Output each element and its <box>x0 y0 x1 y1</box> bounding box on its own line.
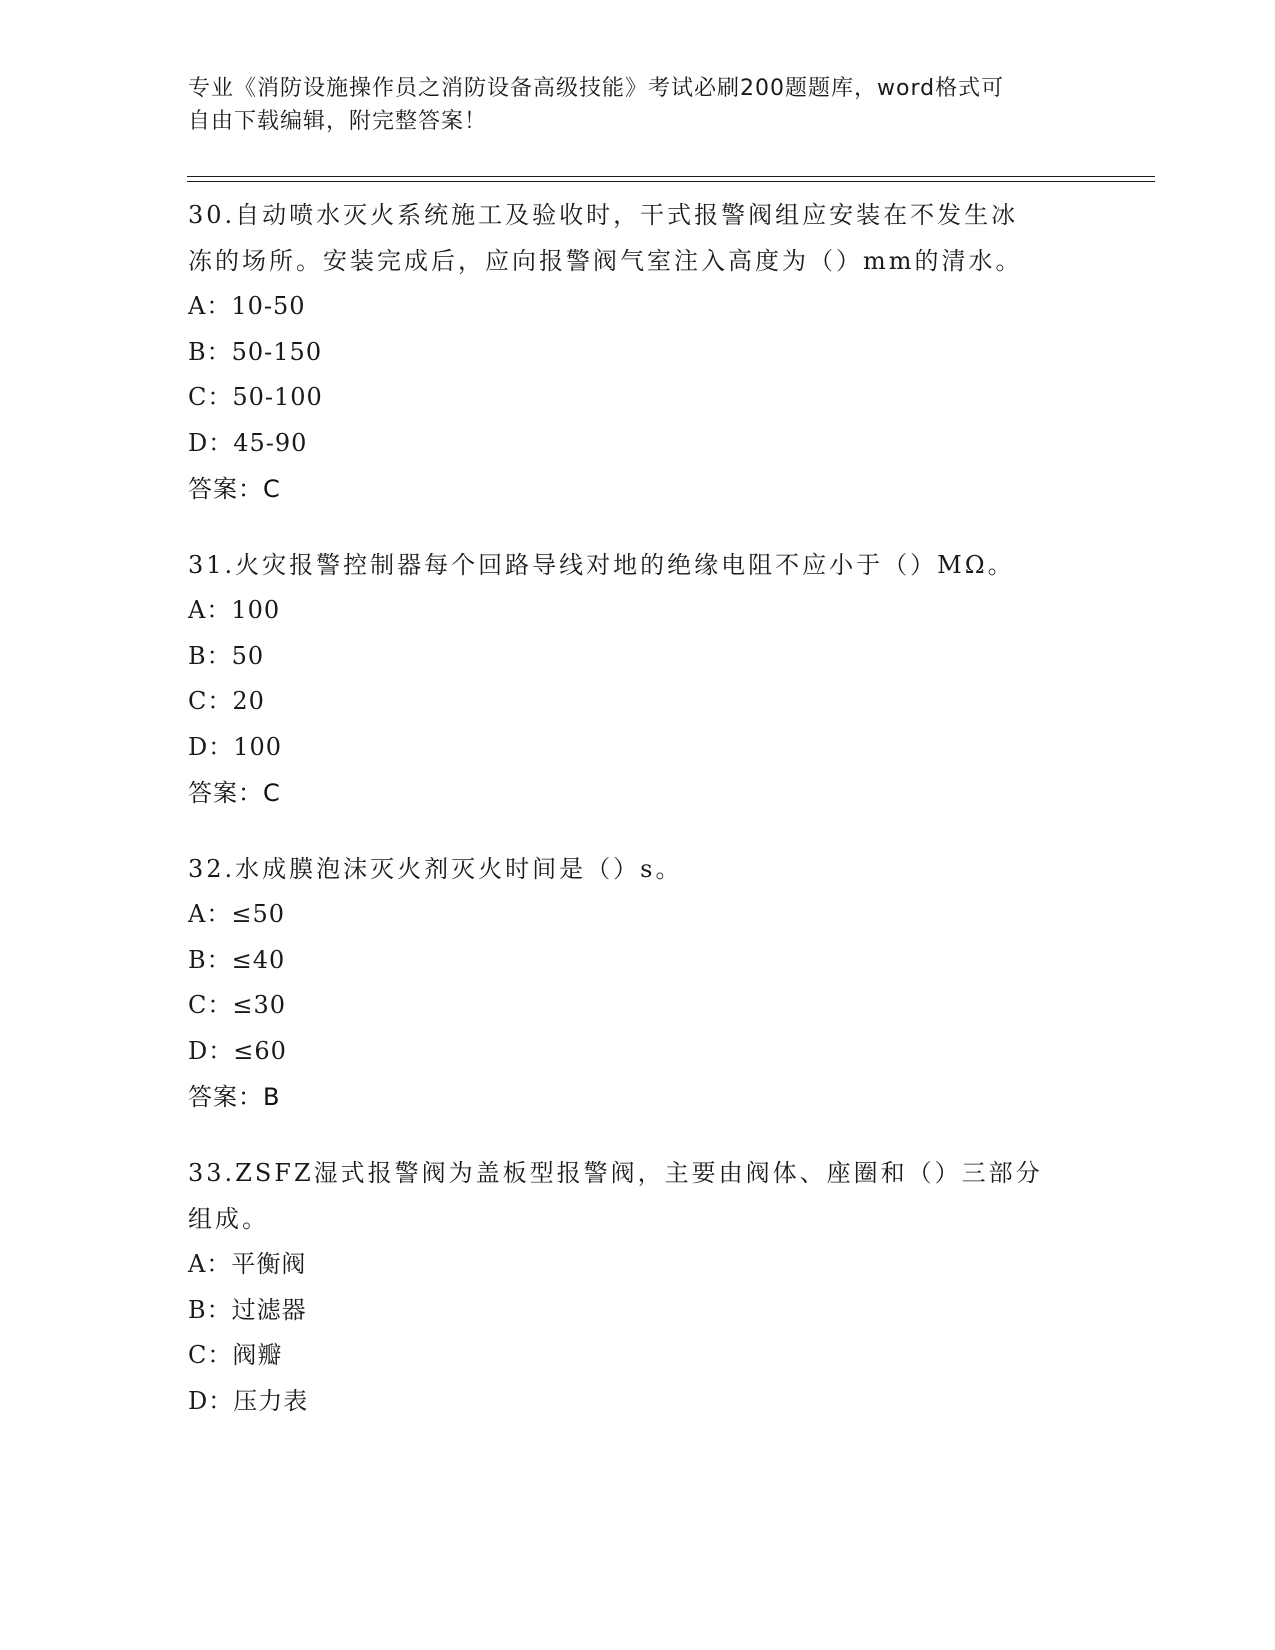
option-b: B：50-150 <box>188 337 323 366</box>
question-list <box>188 192 1088 1454</box>
option-d: D：100 <box>188 732 283 761</box>
option-b: B：过滤器 <box>188 1295 307 1324</box>
option-a: A：100 <box>188 596 281 624</box>
question-stem <box>188 1150 1088 1242</box>
question-stem-line: 30.自动喷水灭火系统施工及验收时，干式报警阀组应安装在不发生冰 <box>188 201 1019 229</box>
header-line-2: 自由下载编辑，附完整答案！ <box>188 109 488 134</box>
question-stem-line: 组成。 <box>188 1205 269 1233</box>
question-stem-line: 冻的场所。安装完成后，应向报警阀气室注入高度为（）mm的清水。 <box>188 247 1023 275</box>
option-b: B：50 <box>188 641 265 670</box>
document-header <box>188 72 1088 138</box>
question-30 <box>188 192 1088 512</box>
option-a: A：平衡阀 <box>188 1250 307 1278</box>
option-d: D：45-90 <box>188 428 308 457</box>
question-stem-line: 33.ZSFZ湿式报警阀为盖板型报警阀，主要由阀体、座圈和（）三部分 <box>188 1159 1043 1187</box>
question-32 <box>188 846 1088 1120</box>
option-a: A：10-50 <box>188 292 306 320</box>
option-a: A：≤50 <box>188 900 285 928</box>
question-stem-line: 32.水成膜泡沫灭火剂灭火时间是（）s。 <box>188 855 683 883</box>
question-stem-line: 31.火灾报警控制器每个回路导线对地的绝缘电阻不应小于（）MΩ。 <box>188 551 1015 579</box>
option-d: D：≤60 <box>188 1036 287 1065</box>
option-c: C：20 <box>188 687 265 715</box>
answer: 答案：C <box>188 475 281 503</box>
header-divider-bottom <box>187 181 1155 182</box>
option-c: C：50-100 <box>188 383 323 411</box>
header-divider-top <box>187 176 1155 177</box>
option-c: C：≤30 <box>188 991 287 1019</box>
option-c: C：阀瓣 <box>188 1341 283 1369</box>
option-b: B：≤40 <box>188 945 286 974</box>
question-33 <box>188 1150 1088 1424</box>
header-line-1: 专业《消防设施操作员之消防设备高级技能》考试必刷200题题库，word格式可 <box>188 76 1005 101</box>
answer: 答案：B <box>188 1083 281 1111</box>
question-stem <box>188 192 1088 284</box>
option-d: D：压力表 <box>188 1386 309 1415</box>
question-31 <box>188 542 1088 816</box>
question-stem <box>188 542 1088 588</box>
question-stem <box>188 846 1088 892</box>
answer: 答案：C <box>188 779 281 807</box>
